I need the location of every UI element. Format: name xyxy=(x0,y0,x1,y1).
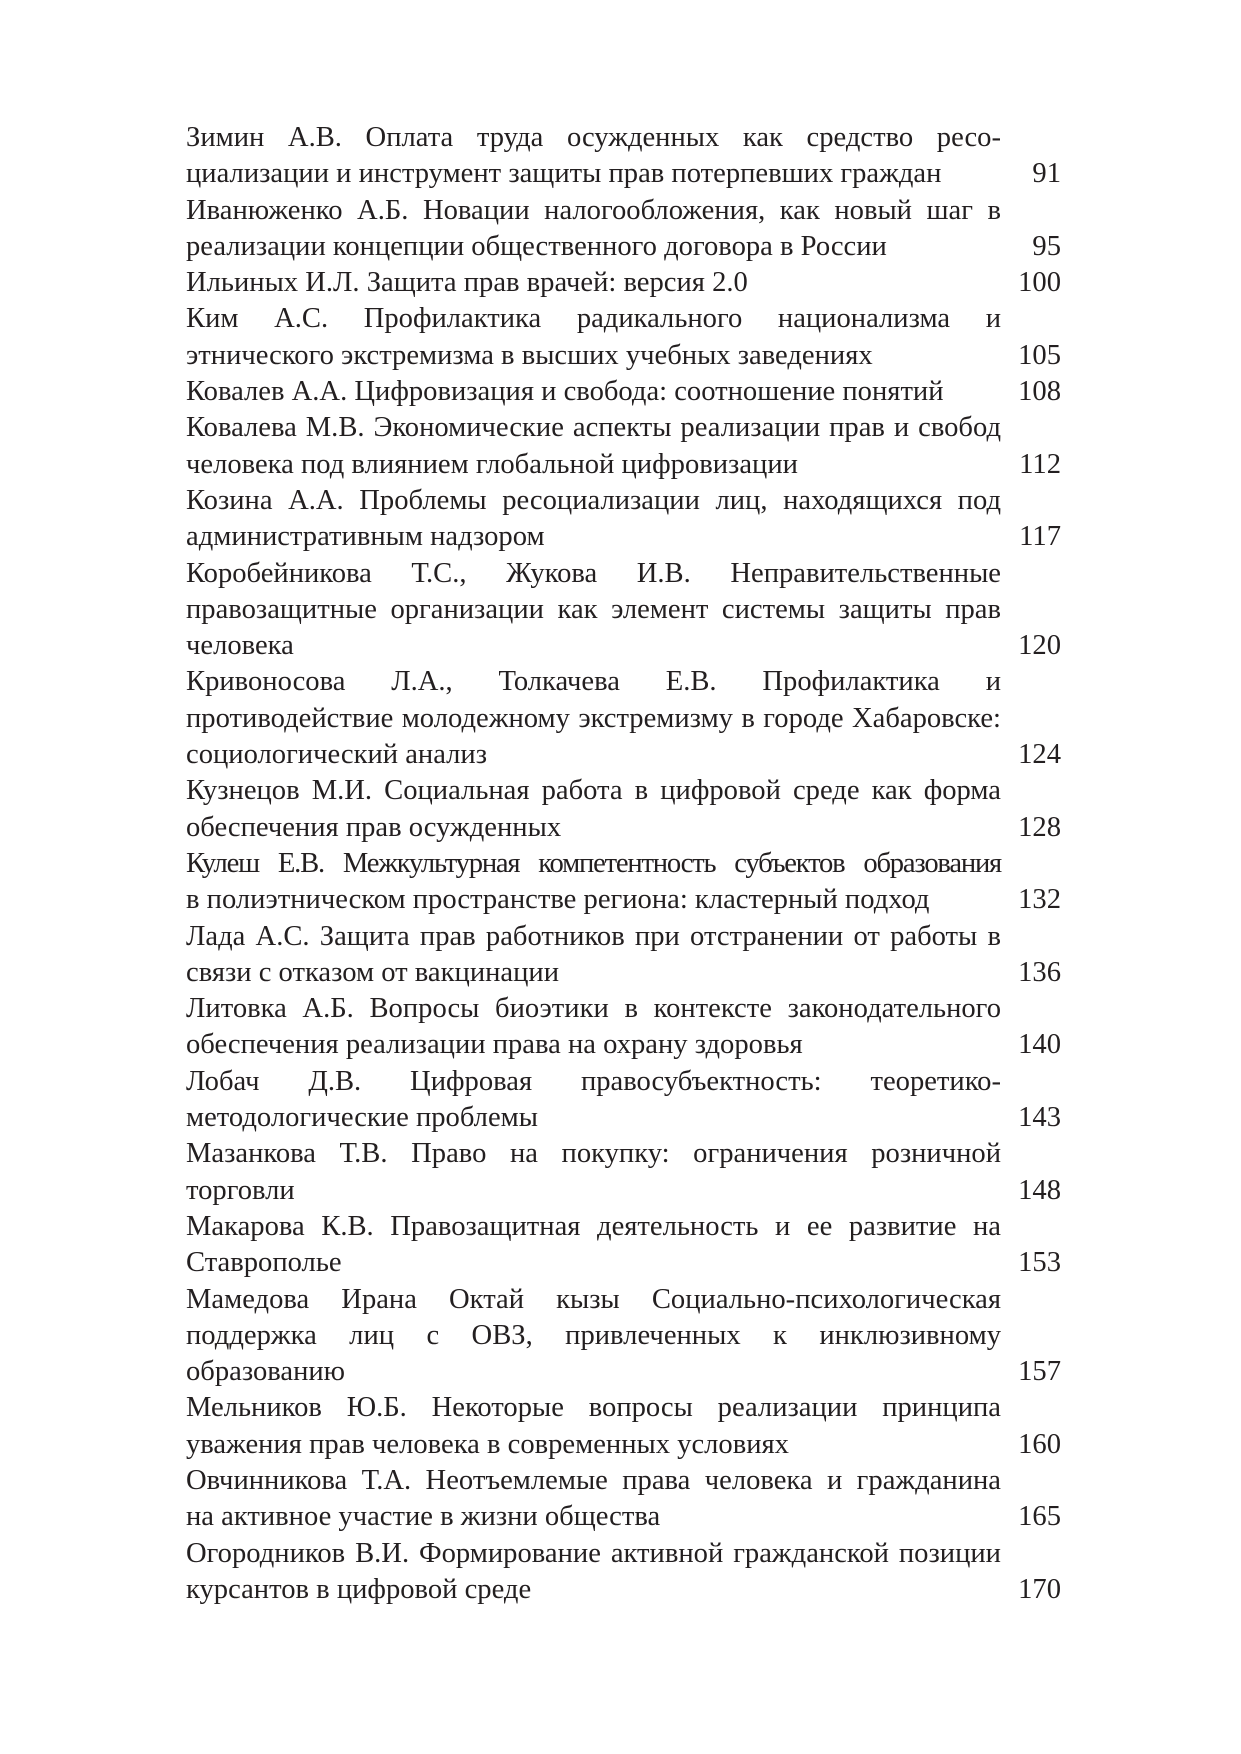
toc-entry-line: торговли xyxy=(186,1174,295,1206)
toc-page-number: 136 xyxy=(1018,956,1061,988)
toc-entry-title xyxy=(186,991,1001,1064)
toc-entry xyxy=(186,556,1061,665)
toc-entry xyxy=(186,265,1061,301)
toc-entry xyxy=(186,991,1061,1064)
toc-entry-line: образованию xyxy=(186,1356,346,1388)
toc-entry-line: Ковалева М.В. Экономические аспекты реализации прав и свобод xyxy=(186,412,1001,444)
toc-entry-line: обеспечения прав осужденных xyxy=(186,811,562,843)
toc-entry xyxy=(186,193,1061,266)
toc-entry xyxy=(186,1282,1061,1391)
toc-entry-line: связи с отказом от вакцинации xyxy=(186,956,560,988)
toc-entry-title xyxy=(186,301,1001,374)
toc-entry-line: человека xyxy=(186,630,294,662)
toc-entry xyxy=(186,301,1061,374)
toc-entry-line: правозащитные организации как элемент системы защиты прав xyxy=(186,593,1001,625)
toc-entry-line: циализации и инструмент защиты прав потерпевших граждан xyxy=(186,158,942,190)
toc-page-number: 165 xyxy=(1018,1501,1061,1533)
toc-entry-line: Ковалев А.А. Цифровизация и свобода: соотношение понятий xyxy=(186,376,944,408)
toc-entry-line: методологические проблемы xyxy=(186,1102,538,1134)
toc-entry-title xyxy=(186,773,1001,846)
toc-entry-title xyxy=(186,1463,1001,1536)
toc-entry-line: Овчинникова Т.А. Неотъемлемые права человека и гражданина xyxy=(186,1464,1001,1496)
toc-entry xyxy=(186,1536,1061,1609)
toc-entry-line: административным надзором xyxy=(186,521,545,553)
toc-entry-line: Мазанкова Т.В. Право на покупку: ограничения розничной xyxy=(186,1138,1001,1170)
toc-entry-title xyxy=(186,1136,1001,1209)
toc-page-number: 112 xyxy=(1019,448,1061,480)
toc-page-number: 117 xyxy=(1019,521,1061,553)
toc-entry-title xyxy=(186,374,1001,410)
toc-entry-title xyxy=(186,120,1001,193)
table-of-contents xyxy=(186,120,1061,1608)
toc-entry xyxy=(186,1136,1061,1209)
toc-entry-line: обеспечения реализации права на охрану здоровья xyxy=(186,1029,803,1061)
toc-entry-title xyxy=(186,1282,1001,1391)
toc-entry-line: человека под влиянием глобальной цифровизации xyxy=(186,448,798,480)
toc-entry-title xyxy=(186,265,1001,301)
toc-entry xyxy=(186,773,1061,846)
toc-entry xyxy=(186,1463,1061,1536)
toc-entry-line: реализации концепции общественного договора в России xyxy=(186,230,887,262)
toc-page-number: 128 xyxy=(1018,811,1061,843)
toc-page-number: 153 xyxy=(1018,1247,1061,1279)
toc-entry-line: Коробейникова Т.С., Жукова И.В. Неправительственные xyxy=(186,557,1001,589)
toc-entry xyxy=(186,846,1061,919)
toc-entry-line: Иванюженко А.Б. Новации налогообложения, как новый шаг в xyxy=(186,194,1001,226)
toc-page-number: 108 xyxy=(1018,376,1061,408)
toc-entry-line: поддержка лиц с ОВЗ, привлеченных к инклюзивному xyxy=(186,1319,1001,1351)
toc-entry-line: Мельников Ю.Б. Некоторые вопросы реализации принципа xyxy=(186,1392,1001,1424)
toc-page-number: 148 xyxy=(1018,1174,1061,1206)
toc-entry-line: Кривоносова Л.А., Толкачева Е.В. Профилактика и xyxy=(186,666,1001,698)
toc-entry-title xyxy=(186,1390,1001,1463)
toc-page-number: 120 xyxy=(1018,630,1061,662)
toc-entry-line: Кузнецов М.И. Социальная работа в цифровой среде как форма xyxy=(186,775,1001,807)
toc-entry-line: уважения прав человека в современных условиях xyxy=(186,1428,789,1460)
toc-page-number: 157 xyxy=(1018,1356,1061,1388)
toc-page-number: 143 xyxy=(1018,1102,1061,1134)
toc-page-number: 95 xyxy=(1032,230,1061,262)
toc-entry-title xyxy=(186,556,1001,665)
toc-entry-line: в полиэтническом пространстве региона: кластерный подход xyxy=(186,884,930,916)
toc-entry-title xyxy=(186,1064,1001,1137)
toc-entry-line: Ким А.С. Профилактика радикального национализма и xyxy=(186,303,1001,335)
toc-entry-line: Лада А.С. Защита прав работников при отстранении от работы в xyxy=(186,920,1001,952)
toc-entry-title xyxy=(186,664,1001,773)
toc-page-number: 105 xyxy=(1018,339,1061,371)
toc-entry-line: Ставрополье xyxy=(186,1247,342,1279)
toc-page-number: 124 xyxy=(1018,739,1061,771)
toc-entry-line: Зимин А.В. Оплата труда осужденных как средство ресо- xyxy=(186,122,1001,153)
toc-page-number: 170 xyxy=(1018,1573,1061,1605)
toc-entry xyxy=(186,410,1061,483)
toc-entry-title xyxy=(186,1536,1001,1609)
toc-entry-title xyxy=(186,193,1001,266)
toc-entry-line: Лобач Д.В. Цифровая правосубъектность: теоретико- xyxy=(186,1065,1001,1097)
toc-entry-line: противодействие молодежному экстремизму в городе Хабаровске: xyxy=(186,702,1001,734)
toc-entry-title xyxy=(186,919,1001,992)
toc-page-number: 91 xyxy=(1032,158,1061,190)
toc-entry-line: Макарова К.В. Правозащитная деятельность и ее развитие на xyxy=(186,1210,1001,1242)
toc-entry-title xyxy=(186,846,1001,919)
toc-page-number: 160 xyxy=(1018,1428,1061,1460)
toc-entry xyxy=(186,483,1061,556)
toc-entry-line: социологический анализ xyxy=(186,739,488,771)
toc-entry xyxy=(186,919,1061,992)
toc-entry-title xyxy=(186,1209,1001,1282)
toc-entry xyxy=(186,1209,1061,1282)
toc-page-number: 132 xyxy=(1018,884,1061,916)
toc-entry xyxy=(186,1390,1061,1463)
toc-entry xyxy=(186,1064,1061,1137)
toc-page-number: 140 xyxy=(1018,1029,1061,1061)
toc-entry-line: Литовка А.Б. Вопросы биоэтики в контексте законодательного xyxy=(186,993,1001,1025)
toc-entry-title xyxy=(186,483,1001,556)
toc-entry xyxy=(186,120,1061,193)
toc-entry-line: Кулеш Е.В. Межкультурная компетентность субъектов образования xyxy=(186,847,1001,879)
toc-entry-line: на активное участие в жизни общества xyxy=(186,1501,661,1533)
toc-page-number: 100 xyxy=(1018,267,1061,299)
toc-entry xyxy=(186,664,1061,773)
toc-entry-line: Ильиных И.Л. Защита прав врачей: версия 2.0 xyxy=(186,267,748,299)
toc-entry-line: Огородников В.И. Формирование активной гражданской позиции xyxy=(186,1537,1001,1569)
toc-entry xyxy=(186,374,1061,410)
toc-entry-line: этнического экстремизма в высших учебных заведениях xyxy=(186,339,873,371)
toc-entry-line: Козина А.А. Проблемы ресоциализации лиц, находящихся под xyxy=(186,484,1001,516)
toc-entry-line: курсантов в цифровой среде xyxy=(186,1573,532,1605)
toc-entry-line: Мамедова Ирана Октай кызы Социально-психологическая xyxy=(186,1283,1001,1315)
toc-entry-title xyxy=(186,410,1001,483)
